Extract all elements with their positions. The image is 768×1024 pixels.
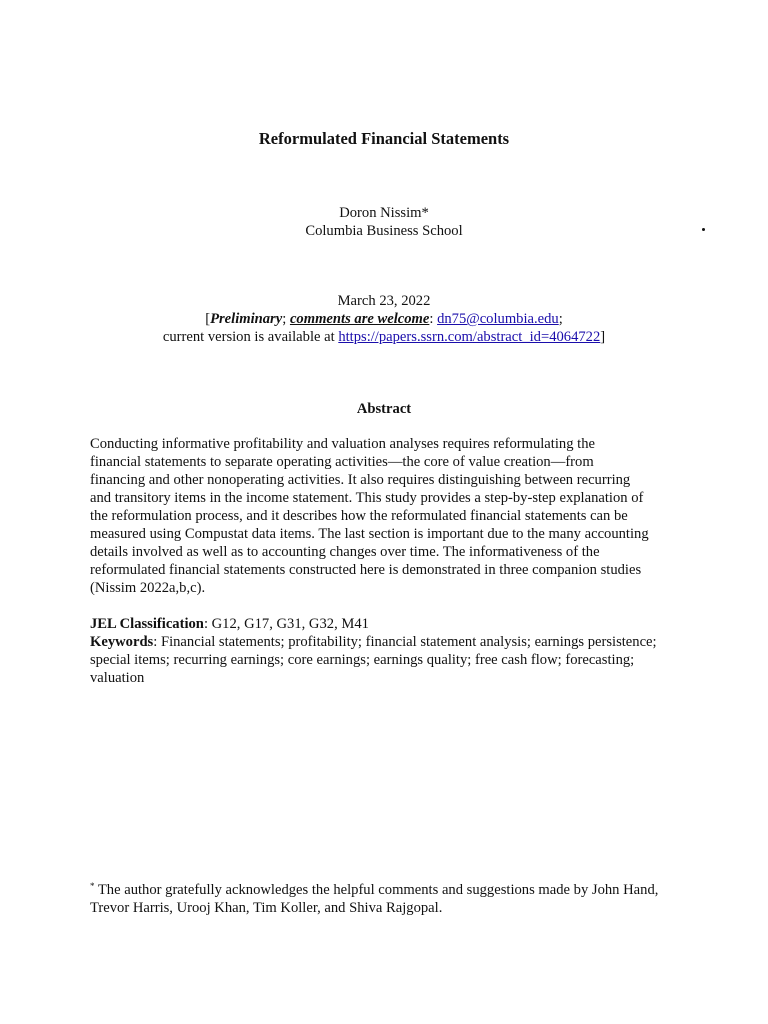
footnote-marker: * [90, 881, 95, 891]
abstract-line: financing and other nonoperating activities. It also requires distinguishing between recurring [90, 472, 631, 488]
abstract-body [90, 435, 682, 597]
status-line [0, 310, 768, 328]
abstract-heading: Abstract [356, 401, 412, 417]
author-name: Doron Nissim* [339, 205, 429, 221]
jel-value: : G12, G17, G31, G32, M41 [203, 616, 369, 632]
footnote-line [90, 881, 690, 899]
keywords-value: : Financial statements; profitability; financial statement analysis; earnings persistence; [153, 634, 657, 650]
paper-title: Reformulated Financial Statements [258, 129, 510, 148]
preliminary-label: Preliminary [210, 311, 283, 327]
version-line [0, 328, 768, 346]
footnote-text: The author gratefully acknowledges the helpful comments and suggestions made by John Hand, [94, 882, 659, 898]
colon: : [429, 311, 438, 327]
jel-label: JEL Classification [90, 616, 204, 632]
classification-block [90, 615, 682, 687]
email-link[interactable]: dn75@columbia.edu [437, 311, 559, 327]
abstract-line: reformulated financial statements constructed here is demonstrated in three companion studies [90, 562, 642, 578]
keywords-line [90, 633, 682, 651]
semicolon: ; [558, 311, 563, 327]
abstract-line: financial statements to separate operating activities—the core of value creation—from [90, 454, 594, 470]
footnote [90, 881, 690, 917]
keywords-label: Keywords [90, 634, 154, 650]
abstract-line: and transitory items in the income statement. This study provides a step-by-step explanation of [90, 490, 644, 506]
abstract-line: details involved as well as to accounting changes over time. The informativeness of the [90, 544, 600, 560]
ssrn-link[interactable]: https://papers.ssrn.com/abstract_id=4064722 [338, 329, 601, 345]
footnote-line: Trevor Harris, Urooj Khan, Tim Koller, and Shiva Rajgopal. [90, 900, 443, 916]
stray-mark [702, 228, 705, 231]
paper-date: March 23, 2022 [337, 293, 431, 309]
date-block [0, 292, 768, 346]
keywords-line: special items; recurring earnings; core earnings; earnings quality; free cash flow; forecasting; [90, 652, 635, 668]
keywords-line: valuation [90, 670, 145, 686]
open-bracket: [ [205, 311, 211, 327]
jel-line [90, 615, 682, 633]
abstract-line: the reformulation process, and it describes how the reformulated financial statements can be [90, 508, 628, 524]
abstract-line: measured using Compustat data items. The last section is important due to the many accounting [90, 526, 649, 542]
author-block [0, 204, 768, 240]
separator: ; [282, 311, 290, 327]
version-prefix: current version is available at [162, 329, 339, 345]
abstract-line: Conducting informative profitability and valuation analyses requires reformulating the [90, 436, 595, 452]
close-bracket: ] [600, 329, 606, 345]
abstract-line: (Nissim 2022a,b,c). [90, 580, 206, 596]
author-affiliation: Columbia Business School [305, 223, 463, 239]
comments-label: comments are welcome [289, 311, 430, 327]
